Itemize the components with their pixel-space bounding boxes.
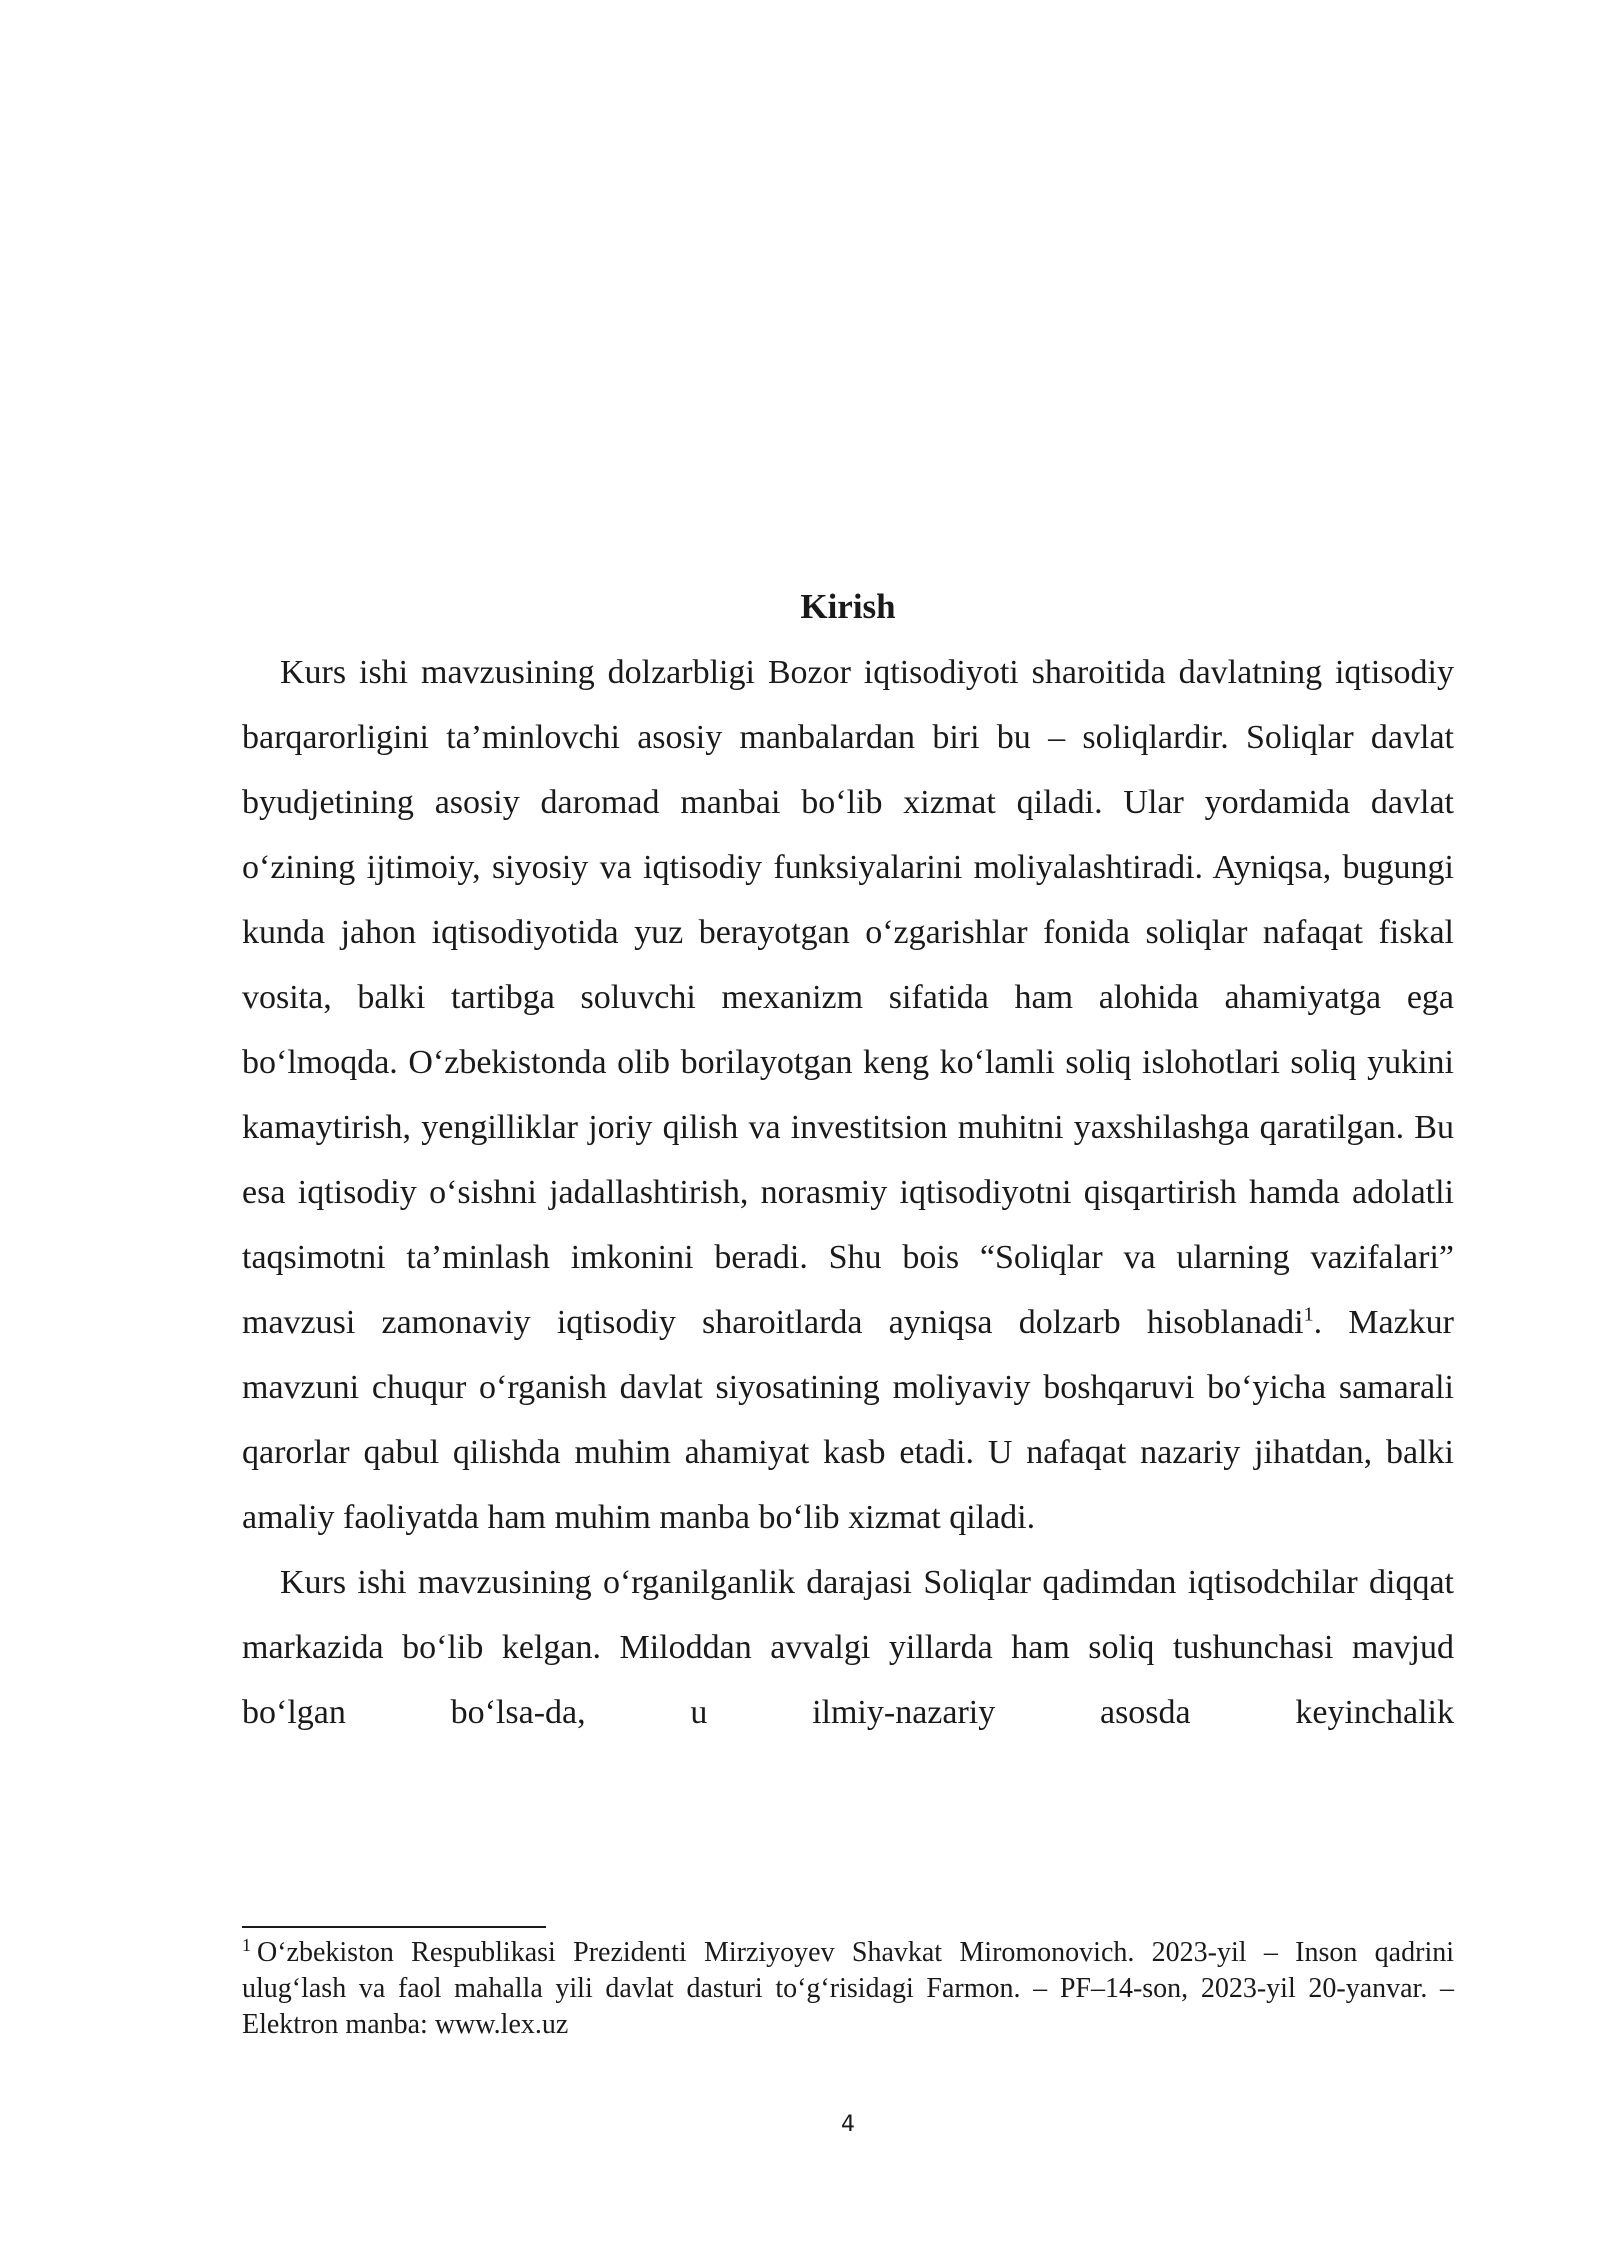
paragraph-text: . Mazkur mavzuni chuqur o‘rganish davlat siyosatining moliyaviy boshqaruvi bo‘yicha samarali qarorlar qabul qilishda muhim ahamiyat kasb etadi. U nafaqat nazariy jihatdan, balki amaliy faoliyatda ham muhim manba bo‘lib xizmat qiladi. (242, 1304, 1454, 1536)
footnote-text: O‘zbekiston Respublikasi Prezidenti Mirziyoyev Shavkat Miromonovich. 2023-yil – Inson qadrini ulug‘lash va faol mahalla yili davlat dasturi to‘g‘risidagi Farmon. – PF–14-son, 2023-yil 20-yanvar. – Elektron manba: www.lex.uz (242, 1937, 1454, 2040)
paragraph-relevance (242, 640, 1454, 1550)
page-number: 4 (841, 2112, 855, 2137)
footnote-number: 1 (242, 1934, 251, 1955)
paragraph-study-degree: Kurs ishi mavzusining o‘rganilganlik darajasi Soliqlar qadimdan iqtisodchilar diqqat markazida bo‘lib kelgan. Miloddan avvalgi yillarda ham soliq tushunchasi mavjud bo‘lgan bo‘lsa-da, u ilmiy-nazariy asosda keyinchalik (242, 1564, 1454, 1731)
section-heading: Kirish (800, 587, 896, 626)
document-page (242, 0, 1454, 2262)
paragraph-text: Kurs ishi mavzusining dolzarbligi Bozor iqtisodiyoti sharoitida davlatning iqtisodiy barqarorligini ta’minlovchi asosiy manbalardan biri bu – soliqlardir. Soliqlar davlat byudjetining asosiy daromad manbai bo‘lib xizmat qiladi. Ular yordamida davlat o‘zining ijtimoiy, siyosiy va iqtisodiy funksiyalarini moliyalashtiradi. Ayniqsa, bugungi kunda jahon iqtisodiyotida yuz berayotgan o‘zgarishlar fonida soliqlar nafaqat fiskal vosita, balki tartibga soluvchi mexanizm sifatida ham alohida ahamiyatga ega bo‘lmoqda. O‘zbekistonda olib borilayotgan keng ko‘lamli soliq islohotlari soliq yukini kamaytirish, yengilliklar joriy qilish va investitsion muhitni yaxshilashga qaratilgan. Bu esa iqtisodiy o‘sishni jadallashtirish, norasmiy iqtisodiyotni qisqartirish hamda adolatli taqsimotni ta’minlash imkonini beradi. Shu bois “Soliqlar va ularning vazifalari” mavzusi zamonaviy iqtisodiy sharoitlarda ayniqsa dolzarb hisoblanadi (242, 654, 1454, 1341)
body-text (242, 640, 1454, 1745)
footnote (242, 1935, 1454, 2043)
footnote-separator (242, 1926, 546, 1928)
footnote-reference[interactable]: 1 (1303, 1303, 1314, 1326)
